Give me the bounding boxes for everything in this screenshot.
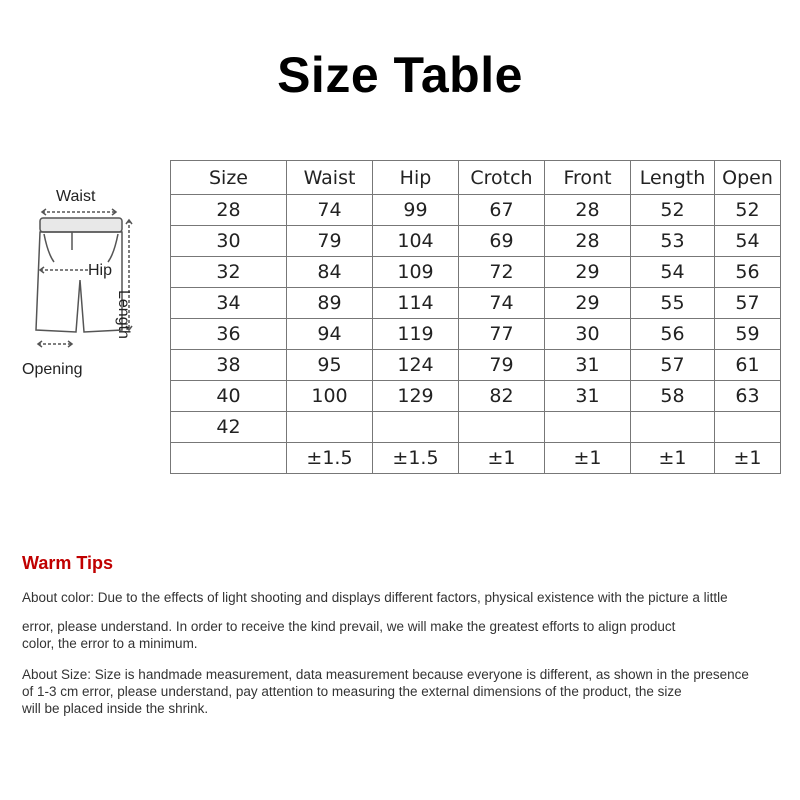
table-cell: 58 xyxy=(631,381,715,412)
table-row xyxy=(171,350,781,381)
table-cell: 28 xyxy=(545,195,631,226)
table-cell: ±1 xyxy=(715,443,781,474)
size-tip-line-3: will be placed inside the shrink. xyxy=(22,701,209,716)
table-cell: 57 xyxy=(715,288,781,319)
table-cell: 38 xyxy=(171,350,287,381)
table-row xyxy=(171,412,781,443)
table-cell xyxy=(459,412,545,443)
table-cell: 100 xyxy=(287,381,373,412)
table-cell: 84 xyxy=(287,257,373,288)
table-cell: 54 xyxy=(715,226,781,257)
color-tip-line-2: error, please understand. In order to receive the kind prevail, we will make the greatest efforts to align product xyxy=(22,619,676,634)
table-cell: 56 xyxy=(631,319,715,350)
table-row xyxy=(171,381,781,412)
table-cell: 52 xyxy=(631,195,715,226)
header-crotch: Crotch xyxy=(459,161,545,195)
table-cell: 42 xyxy=(171,412,287,443)
table-cell xyxy=(715,412,781,443)
table-cell: 104 xyxy=(373,226,459,257)
table-row xyxy=(171,257,781,288)
table-cell: 124 xyxy=(373,350,459,381)
shorts-diagram xyxy=(14,180,164,390)
table-cell xyxy=(287,412,373,443)
table-cell: ±1 xyxy=(545,443,631,474)
table-cell: 82 xyxy=(459,381,545,412)
table-cell: 79 xyxy=(459,350,545,381)
header-open: Open xyxy=(715,161,781,195)
color-tip-line-1: About color: Due to the effects of light shooting and displays different factors, physical existence with the picture a little xyxy=(22,590,728,605)
table-cell: 30 xyxy=(171,226,287,257)
table-cell: ±1.5 xyxy=(373,443,459,474)
table-cell: 36 xyxy=(171,319,287,350)
diagram-label-hip: Hip xyxy=(88,262,113,279)
header-front: Front xyxy=(545,161,631,195)
table-cell: 34 xyxy=(171,288,287,319)
table-cell: 54 xyxy=(631,257,715,288)
table-cell: 30 xyxy=(545,319,631,350)
table-cell xyxy=(171,443,287,474)
table-cell: 28 xyxy=(171,195,287,226)
table-cell xyxy=(631,412,715,443)
table-cell: 114 xyxy=(373,288,459,319)
size-table xyxy=(170,160,781,474)
size-tip-line-2: of 1-3 cm error, please understand, pay attention to measuring the external dimensions of the product, the size xyxy=(22,684,682,699)
table-cell: 40 xyxy=(171,381,287,412)
table-cell xyxy=(545,412,631,443)
table-cell: 31 xyxy=(545,381,631,412)
table-row xyxy=(171,288,781,319)
table-cell xyxy=(373,412,459,443)
table-cell: 59 xyxy=(715,319,781,350)
table-cell: 52 xyxy=(715,195,781,226)
table-cell: 57 xyxy=(631,350,715,381)
table-cell: 63 xyxy=(715,381,781,412)
table-row xyxy=(171,319,781,350)
header-length: Length xyxy=(631,161,715,195)
table-cell: 72 xyxy=(459,257,545,288)
table-header-row xyxy=(171,161,781,195)
table-cell: 77 xyxy=(459,319,545,350)
table-cell: 74 xyxy=(287,195,373,226)
table-cell: 95 xyxy=(287,350,373,381)
diagram-label-opening: Opening xyxy=(22,361,83,378)
shorts-outline-icon xyxy=(14,180,164,390)
table-cell: 55 xyxy=(631,288,715,319)
tolerance-row xyxy=(171,443,781,474)
table-cell: 28 xyxy=(545,226,631,257)
table-cell: 32 xyxy=(171,257,287,288)
table-row xyxy=(171,226,781,257)
table-cell: 99 xyxy=(373,195,459,226)
table-cell: ±1 xyxy=(631,443,715,474)
diagram-label-waist: Waist xyxy=(56,188,96,205)
table-cell: 94 xyxy=(287,319,373,350)
table-cell: 61 xyxy=(715,350,781,381)
table-cell: 53 xyxy=(631,226,715,257)
table-cell: 109 xyxy=(373,257,459,288)
header-waist: Waist xyxy=(287,161,373,195)
table-cell: 119 xyxy=(373,319,459,350)
table-cell: 129 xyxy=(373,381,459,412)
size-tip-line-1: About Size: Size is handmade measurement, data measurement because everyone is different, as shown in the presence xyxy=(22,667,749,682)
table-cell: 74 xyxy=(459,288,545,319)
table-row xyxy=(171,195,781,226)
table-cell: 56 xyxy=(715,257,781,288)
table-cell: 31 xyxy=(545,350,631,381)
table-cell: 67 xyxy=(459,195,545,226)
table-cell: 29 xyxy=(545,257,631,288)
table-cell: 29 xyxy=(545,288,631,319)
diagram-label-length: Length xyxy=(115,290,132,339)
table-cell: 69 xyxy=(459,226,545,257)
warm-tips-title: Warm Tips xyxy=(22,553,114,573)
header-hip: Hip xyxy=(373,161,459,195)
table-cell: 89 xyxy=(287,288,373,319)
color-tip-line-3: color, the error to a minimum. xyxy=(22,636,198,651)
page-title: Size Table xyxy=(277,47,523,103)
table-cell: 79 xyxy=(287,226,373,257)
table-cell: ±1.5 xyxy=(287,443,373,474)
table-cell: ±1 xyxy=(459,443,545,474)
header-size: Size xyxy=(171,161,287,195)
